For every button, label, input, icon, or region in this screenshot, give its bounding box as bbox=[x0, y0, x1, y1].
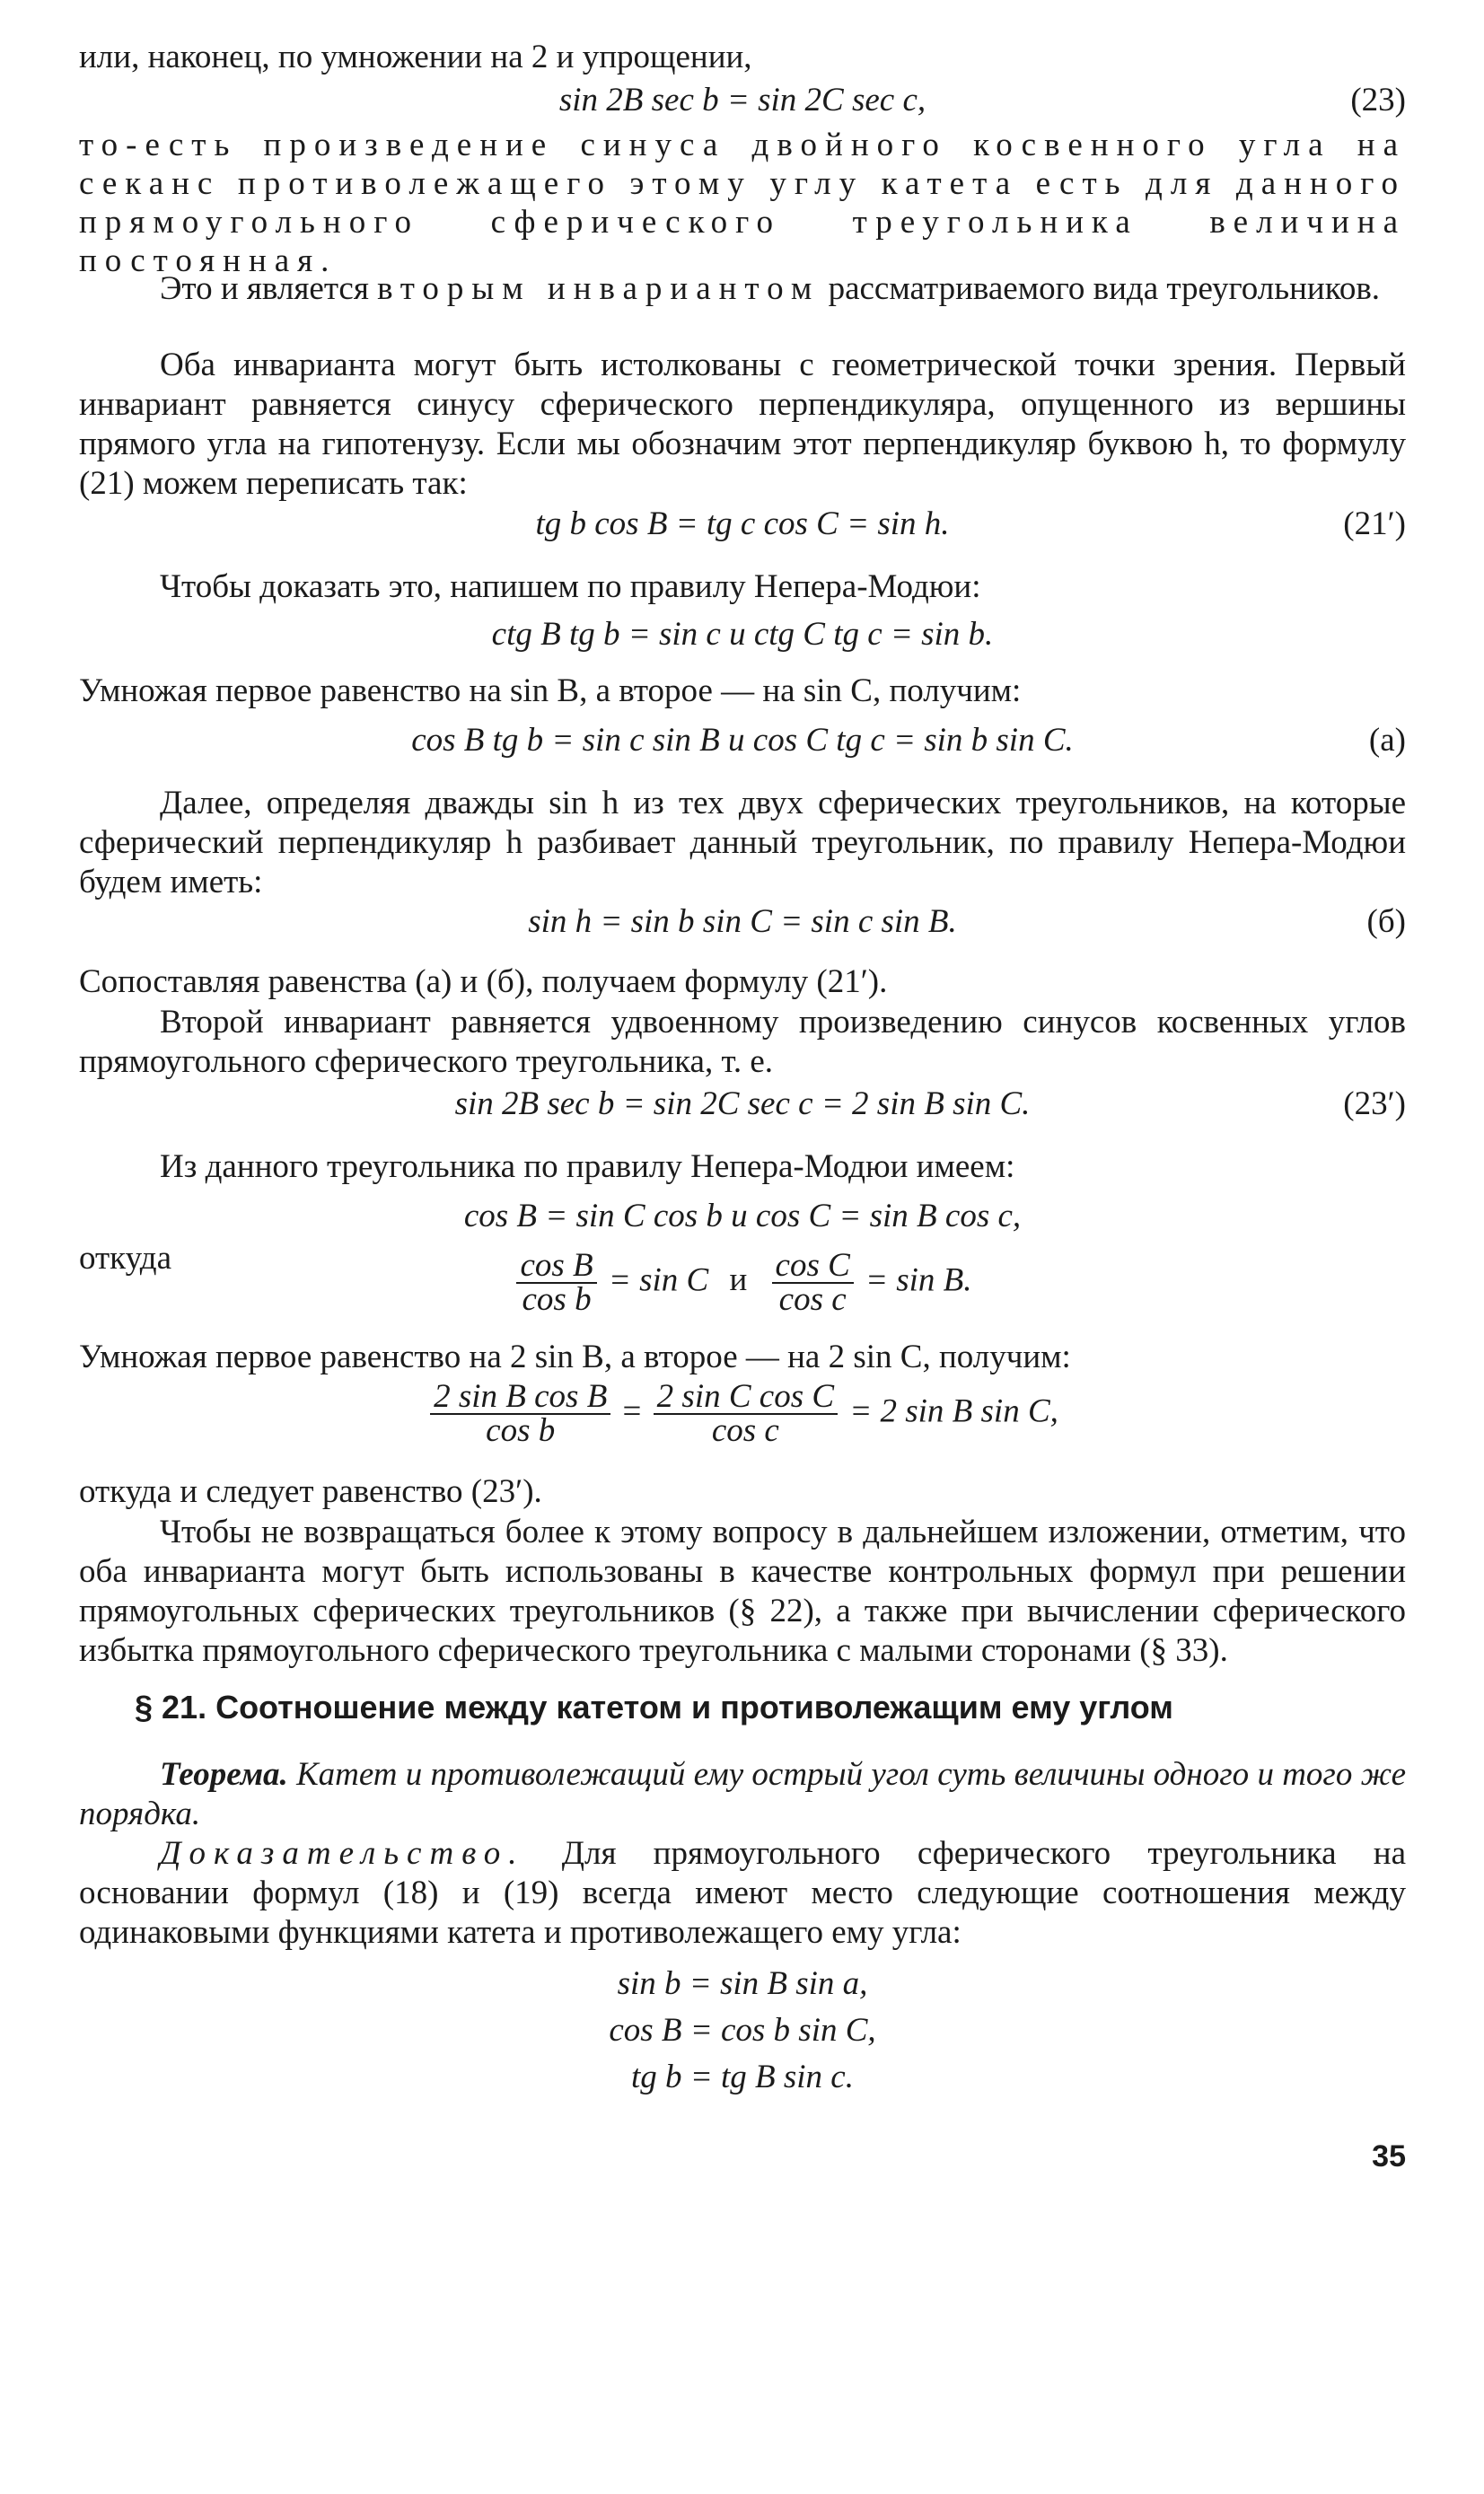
fraction-2-left bbox=[430, 1378, 610, 1449]
fraction-2-right bbox=[654, 1378, 838, 1449]
final-equation-1 bbox=[79, 1964, 1406, 2004]
equation-ctg-text: ctg B tg b = sin c и ctg C tg c = sin b. bbox=[491, 616, 994, 653]
final-equation-3 bbox=[79, 2058, 1406, 2097]
final-equation-2-text: cos B = cos b sin C, bbox=[609, 2012, 876, 2049]
invariant-definition: то-есть произведение синуса двойного косвенного угла на секанс противолежащего этому углу катета есть для данного прямоугольного сферического треугольника величина постоянная. bbox=[79, 127, 1406, 279]
page-number: 35 bbox=[1372, 2139, 1406, 2173]
fraction-2-right-num: 2 sin C cos C bbox=[654, 1381, 838, 1415]
fraction-1-conj: и bbox=[729, 1261, 748, 1299]
final-equation-1-text: sin b = sin B sin a, bbox=[617, 1965, 868, 2002]
compare-paragraph: Сопоставляя равенства (а) и (б), получаем формулу (21′). bbox=[79, 963, 888, 1000]
multiply-first-paragraph: Умножая первое равенство на sin B, а второе — на sin C, получим: bbox=[79, 672, 1022, 709]
both-invariants-paragraph: Оба инварианта могут быть истолкованы с геометрической точки зрения. Первый инвариант равняется синусу сферического перпендикуляра, опущенного из вершины прямого угла на гипотенузу. Если мы обозначим этот перпендикуляр буквою h, то формулу (21) можем переписать так: bbox=[79, 347, 1406, 502]
equation-21p bbox=[79, 505, 1406, 544]
equation-23p-text: sin 2B sec b = sin 2C sec c = 2 sin B sin C. bbox=[454, 1085, 1031, 1122]
proof-label: Доказательство. bbox=[160, 1835, 525, 1872]
proof-text: Для прямоугольного сферического треугольника на основании формул (18) и (19) всегда имеют место следующие соотношения между одинаковыми функциями катета и противолежащего ему угла: bbox=[79, 1835, 1406, 1951]
equation-23p-number: (23′) bbox=[1343, 1085, 1406, 1122]
fraction-1-left-num: cos B bbox=[516, 1250, 596, 1284]
fraction-1-right-den: cos c bbox=[778, 1281, 847, 1318]
equation-cos bbox=[79, 1197, 1406, 1236]
equation-23p bbox=[79, 1085, 1406, 1124]
fraction-1-right-num: cos C bbox=[772, 1250, 854, 1284]
equation-23-number: (23) bbox=[1350, 82, 1406, 119]
prove-intro: Чтобы доказать это, напишем по правилу Непера-Модюи: bbox=[160, 568, 981, 605]
final-equation-3-text: tg b = tg B sin c. bbox=[631, 2059, 854, 2095]
second-invariant-paragraph bbox=[79, 269, 1406, 309]
final-equation-2 bbox=[79, 2011, 1406, 2051]
multiply-second-paragraph: Умножая первое равенство на 2 sin B, а второе — на 2 sin C, получим: bbox=[79, 1339, 1071, 1375]
equation-a-number: (а) bbox=[1368, 722, 1406, 759]
equation-21p-text: tg b cos B = tg c cos C = sin h. bbox=[535, 505, 950, 542]
equation-21p-number: (21′) bbox=[1343, 505, 1406, 542]
control-paragraph: Чтобы не возвращаться более к этому вопросу в дальнейшем изложении, отметим, что оба инварианта могут быть использованы в качестве контрольных формул при решении прямоугольных сферических треугольников (§ 22), а также при вычислении сферического избытка прямоугольного сферического треугольника с малыми сторонами (§ 33). bbox=[79, 1514, 1406, 1669]
fraction-1-rhs2: = sin B. bbox=[865, 1261, 972, 1299]
fraction-1-left-den: cos b bbox=[522, 1281, 592, 1318]
equation-ctg bbox=[79, 615, 1406, 654]
second-invariant-emphasis: вторым инвариантом bbox=[377, 270, 821, 307]
fraction-2-rhs: = 2 sin B sin C, bbox=[849, 1392, 1058, 1430]
section-heading: § 21. Соотношение между катетом и противолежащим ему углом bbox=[135, 1689, 1173, 1726]
fraction-2-right-den: cos c bbox=[711, 1412, 779, 1449]
fraction-equation-1 bbox=[79, 1247, 1406, 1318]
second-invariant-before: Это и является bbox=[160, 270, 378, 307]
second-invariant-after: рассматриваемого вида треугольников. bbox=[820, 270, 1381, 307]
second-equals-paragraph: Второй инвариант равняется удвоенному произведению синусов косвенных углов прямоугольного сферического треугольника, т. е. bbox=[79, 1004, 1406, 1080]
equation-cos-text: cos B = sin C cos b и cos C = sin B cos c, bbox=[463, 1198, 1022, 1234]
equation-a bbox=[79, 721, 1406, 760]
fraction-1-rhs: = sin C bbox=[608, 1261, 709, 1299]
proof-paragraph bbox=[79, 1834, 1406, 1953]
fraction-1-left bbox=[516, 1247, 596, 1318]
equation-a-text: cos B tg b = sin c sin B и cos C tg c = sin b sin C. bbox=[411, 722, 1074, 759]
intro-line: или, наконец, по умножении на 2 и упрощении, bbox=[79, 39, 752, 75]
follows-paragraph: откуда и следует равенство (23′). bbox=[79, 1473, 542, 1510]
fraction-2-eq: = bbox=[622, 1392, 642, 1430]
equation-23-text: sin 2B sec b = sin 2C sec c, bbox=[558, 82, 926, 119]
equation-b-number: (б) bbox=[1366, 903, 1406, 940]
further-paragraph: Далее, определяя дважды sin h из тех двух сферических треугольников, на которые сферический перпендикуляр h разбивает данный треугольник, по правилу Непера-Модюи будем иметь: bbox=[79, 785, 1406, 900]
theorem-text: Катет и противолежащий ему острый угол суть величины одного и того же порядка. bbox=[79, 1756, 1406, 1832]
equation-b bbox=[79, 902, 1406, 942]
equation-b-text: sin h = sin b sin C = sin c sin B. bbox=[528, 903, 957, 940]
theorem-paragraph bbox=[79, 1755, 1406, 1834]
equation-23 bbox=[79, 81, 1406, 120]
fraction-1-right bbox=[772, 1247, 854, 1318]
theorem-label: Теорема. bbox=[160, 1756, 288, 1793]
fraction-equation-2 bbox=[79, 1378, 1406, 1449]
from-triangle-paragraph: Из данного треугольника по правилу Непера-Модюи имеем: bbox=[160, 1148, 1015, 1185]
whence-label: откуда bbox=[79, 1240, 172, 1277]
fraction-2-left-den: cos b bbox=[486, 1412, 556, 1449]
fraction-2-left-num: 2 sin B cos B bbox=[430, 1381, 610, 1415]
